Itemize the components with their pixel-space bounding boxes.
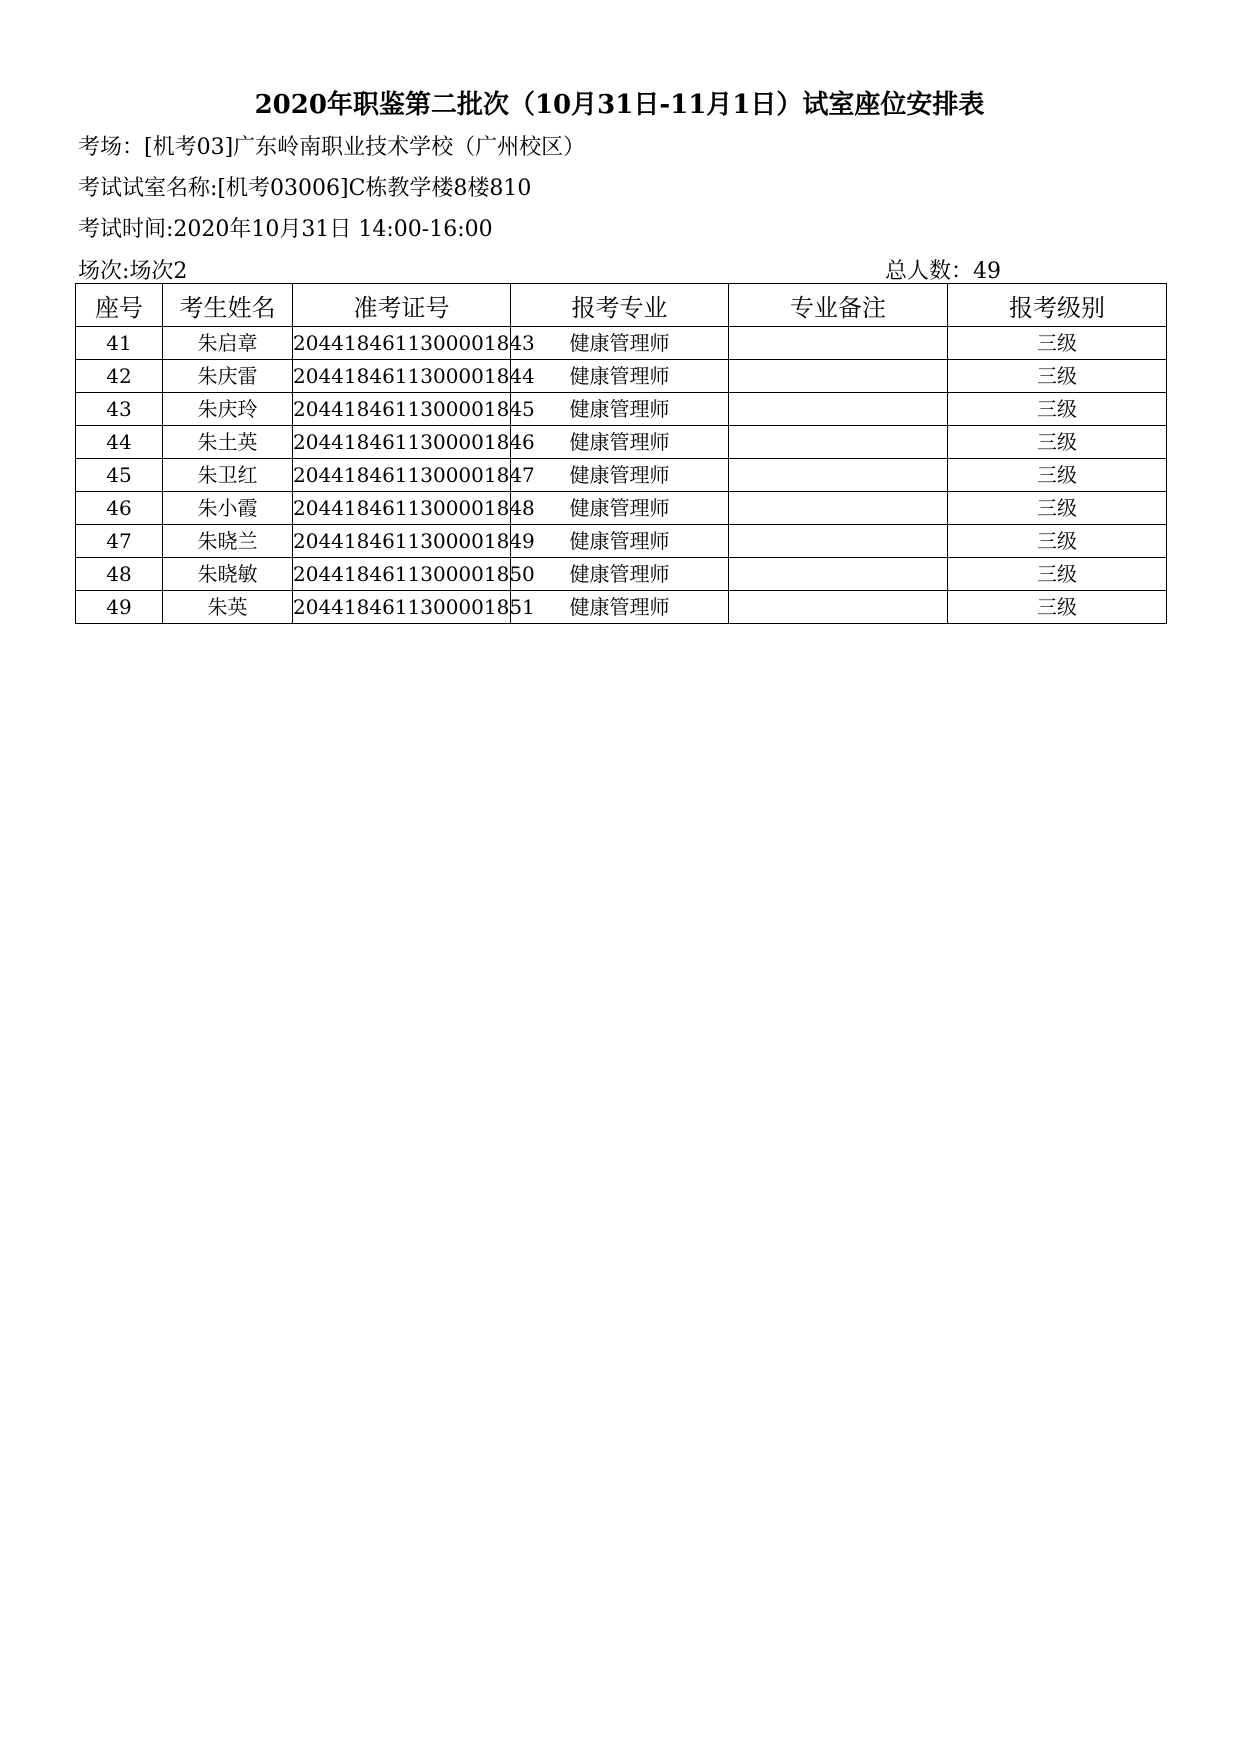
cell-ticket-id: 2044184611300001845 [293, 393, 511, 426]
cell-major: 健康管理师 [511, 591, 729, 624]
table-row [76, 360, 1167, 393]
table-row [76, 492, 1167, 525]
cell-major-note [729, 591, 948, 624]
cell-major: 健康管理师 [511, 327, 729, 360]
cell-name: 朱卫红 [163, 459, 293, 492]
cell-major-note [729, 360, 948, 393]
table-row [76, 426, 1167, 459]
cell-level: 三级 [948, 327, 1167, 360]
cell-seat: 49 [76, 591, 163, 624]
cell-ticket-id: 2044184611300001848 [293, 492, 511, 525]
cell-seat: 44 [76, 426, 163, 459]
cell-major-note [729, 426, 948, 459]
cell-major: 健康管理师 [511, 426, 729, 459]
cell-seat: 46 [76, 492, 163, 525]
cell-major-note [729, 525, 948, 558]
table-row [76, 558, 1167, 591]
cell-seat: 47 [76, 525, 163, 558]
exam-room-name: 考试试室名称:[机考03006]C栋教学楼8楼810 [78, 176, 532, 201]
table-row [76, 393, 1167, 426]
cell-seat: 43 [76, 393, 163, 426]
table-row [76, 525, 1167, 558]
header-ticket-id: 准考证号 [293, 284, 511, 327]
cell-level: 三级 [948, 360, 1167, 393]
cell-name: 朱庆玲 [163, 393, 293, 426]
cell-ticket-id: 2044184611300001847 [293, 459, 511, 492]
cell-major: 健康管理师 [511, 459, 729, 492]
cell-seat: 41 [76, 327, 163, 360]
cell-level: 三级 [948, 426, 1167, 459]
cell-seat: 48 [76, 558, 163, 591]
cell-level: 三级 [948, 558, 1167, 591]
cell-name: 朱晓敏 [163, 558, 293, 591]
header-row [76, 284, 1167, 327]
cell-major-note [729, 327, 948, 360]
total-count: 总人数：49 [885, 259, 1001, 284]
cell-major-note [729, 393, 948, 426]
table-row [76, 459, 1167, 492]
cell-ticket-id: 2044184611300001851 [293, 591, 511, 624]
table-body [76, 327, 1167, 624]
table-row [76, 591, 1167, 624]
header-name: 考生姓名 [163, 284, 293, 327]
cell-level: 三级 [948, 525, 1167, 558]
cell-major: 健康管理师 [511, 393, 729, 426]
header-major: 报考专业 [511, 284, 729, 327]
cell-major: 健康管理师 [511, 360, 729, 393]
cell-name: 朱启章 [163, 327, 293, 360]
cell-level: 三级 [948, 492, 1167, 525]
cell-major: 健康管理师 [511, 492, 729, 525]
cell-major-note [729, 558, 948, 591]
cell-name: 朱庆雷 [163, 360, 293, 393]
cell-level: 三级 [948, 591, 1167, 624]
cell-level: 三级 [948, 459, 1167, 492]
header-level: 报考级别 [948, 284, 1167, 327]
table-header [76, 284, 1167, 327]
exam-time: 考试时间:2020年10月31日 14:00-16:00 [78, 217, 493, 242]
cell-name: 朱土英 [163, 426, 293, 459]
cell-major: 健康管理师 [511, 525, 729, 558]
page-title: 2020年职鉴第二批次（10月31日-11月1日）试室座位安排表 [254, 90, 985, 120]
cell-name: 朱英 [163, 591, 293, 624]
header-seat: 座号 [76, 284, 163, 327]
cell-major-note [729, 459, 948, 492]
cell-seat: 45 [76, 459, 163, 492]
cell-level: 三级 [948, 393, 1167, 426]
seating-table [75, 283, 1167, 624]
exam-venue: 考场：[机考03]广东岭南职业技术学校（广州校区） [78, 135, 586, 160]
cell-major-note [729, 492, 948, 525]
cell-ticket-id: 2044184611300001844 [293, 360, 511, 393]
cell-ticket-id: 2044184611300001846 [293, 426, 511, 459]
cell-ticket-id: 2044184611300001843 [293, 327, 511, 360]
cell-major: 健康管理师 [511, 558, 729, 591]
cell-ticket-id: 2044184611300001850 [293, 558, 511, 591]
cell-ticket-id: 2044184611300001849 [293, 525, 511, 558]
exam-session: 场次:场次2 [78, 259, 188, 284]
table-row [76, 327, 1167, 360]
cell-name: 朱小霞 [163, 492, 293, 525]
cell-name: 朱晓兰 [163, 525, 293, 558]
header-major-note: 专业备注 [729, 284, 948, 327]
cell-seat: 42 [76, 360, 163, 393]
